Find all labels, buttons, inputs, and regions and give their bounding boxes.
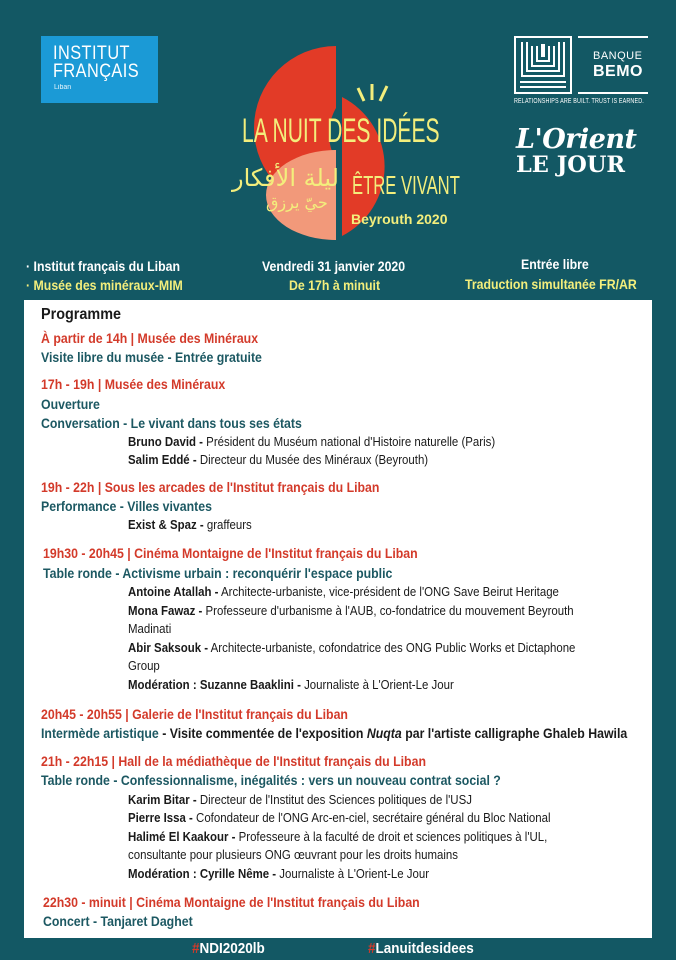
speaker-row [128, 451, 428, 469]
programme-panel [24, 300, 652, 938]
line-text: - Visite commentée de l'exposition [158, 725, 367, 741]
hashtag-ndi2020lb [192, 940, 265, 957]
speaker-role: Cofondateur de l'ONG Arc-en-ciel, secrétaire général du Bloc National [192, 810, 551, 825]
speaker-role: Directeur de l'Institut des Sciences politiques de l'USJ [196, 792, 472, 807]
event-city-year: Beyrouth 2020 [351, 211, 448, 227]
venue-2: · Musée des minéraux-MIM [26, 277, 183, 293]
institut-francais-logo [41, 36, 158, 103]
line-label: Intermède artistique [41, 725, 159, 741]
entry-info: Entrée libre [521, 256, 589, 272]
speaker-role: graffeurs [203, 517, 252, 532]
speaker-name: Antoine Atallah - [128, 584, 219, 599]
speaker-name: Halimé El Kaakour - [128, 829, 236, 844]
speaker-row [128, 865, 429, 883]
speaker-row [128, 676, 454, 694]
speaker-row [128, 809, 551, 827]
bemo-line-2: BEMO [593, 63, 643, 80]
speaker-role: Architecte-urbaniste, vice-président de l'ONG Save Beirut Heritage [218, 584, 559, 599]
hashtag-text: NDI2020lb [199, 940, 265, 957]
section-line: Table ronde - Confessionnalisme, inégalités : vers un nouveau contrat social ? [41, 772, 501, 788]
exhibition-name: Nuqta [366, 725, 402, 741]
section-header: 22h30 - minuit | Cinéma Montaigne de l'Institut français du Liban [43, 894, 420, 910]
bemo-line-1: BANQUE [593, 50, 643, 62]
section-header: 19h30 - 20h45 | Cinéma Montaigne de l'Institut français du Liban [43, 545, 418, 561]
lorient-le-jour-logo [516, 124, 637, 178]
logo-line-2: FRANÇAIS [53, 61, 140, 82]
speaker-name: Exist & Spaz - [128, 517, 204, 532]
speaker-name: Bruno David - [128, 434, 204, 449]
bemo-tagline: RELATIONSHIPS ARE BUILT. TRUST IS EARNED. [514, 98, 644, 105]
speaker-role: Journaliste à L'Orient-Le Jour [300, 677, 454, 692]
section-line: Conversation - Le vivant dans tous ses états [41, 415, 302, 431]
bemo-rule-top [578, 36, 648, 38]
speaker-row [128, 828, 547, 846]
section-line: Performance - Villes vivantes [41, 498, 212, 514]
hash-symbol: # [192, 940, 200, 957]
programme-title: Programme [41, 306, 122, 323]
speaker-name: Mona Fawaz - [128, 603, 203, 618]
speaker-name: Pierre Issa - [128, 810, 193, 825]
section-header: 19h - 22h | Sous les arcades de l'Institut français du Liban [41, 479, 380, 495]
banque-bemo-logo [514, 36, 644, 108]
section-line: Concert - Tanjaret Daghet [43, 913, 193, 929]
olj-line-2: LE JOUR [516, 152, 626, 178]
speaker-row [128, 516, 252, 534]
section-line: Ouverture [41, 396, 100, 412]
bemo-maze-icon [514, 36, 572, 94]
logo-line-3: Liban [54, 84, 72, 91]
section-header: À partir de 14h | Musée des Minéraux [41, 330, 259, 346]
speaker-row [128, 791, 472, 809]
hash-symbol: # [368, 940, 376, 957]
speaker-row [128, 433, 495, 451]
event-title-arabic: ليلة الأفكار [232, 164, 339, 192]
event-title: LA NUIT DES IDÉES [242, 112, 440, 150]
speaker-role-continued: Madinati [128, 621, 172, 636]
section-line: Table ronde - Activisme urbain : reconquérir l'espace public [43, 565, 393, 581]
logo-line-1: INSTITUT [53, 43, 130, 64]
speaker-role: Professeure à la faculté de droit et sciences politiques à l'UL, [235, 829, 548, 844]
speaker-role: Journaliste à L'Orient-Le Jour [276, 866, 430, 881]
section-line: Visite libre du musée - Entrée gratuite [41, 349, 262, 365]
speaker-role: Président du Muséum national d'Histoire naturelle (Paris) [203, 434, 496, 449]
speaker-name: Modération : Suzanne Baaklini - [128, 677, 301, 692]
speaker-name: Modération : Cyrille Nême - [128, 866, 277, 881]
bemo-rule-bottom [578, 92, 648, 94]
speaker-name: Salim Eddé - [128, 452, 197, 467]
speaker-role: Directeur du Musée des Minéraux (Beyrouth) [196, 452, 429, 467]
event-hours: De 17h à minuit [289, 277, 381, 293]
section-line [41, 724, 627, 742]
hashtag-text: Lanuitdesidees [375, 940, 474, 957]
event-theme: ÊTRE VIVANT [352, 170, 460, 200]
speaker-role-continued: Group [128, 658, 160, 673]
speaker-row [128, 639, 575, 657]
speaker-role: Architecte-urbaniste, cofondatrice des ONG Public Works et Dictaphone [208, 640, 576, 655]
speaker-name: Karim Bitar - [128, 792, 197, 807]
speaker-row [128, 602, 574, 620]
section-header: 17h - 19h | Musée des Minéraux [41, 376, 226, 392]
section-header: 21h - 22h15 | Hall de la médiathèque de l'Institut français du Liban [41, 753, 426, 769]
section-header: 20h45 - 20h55 | Galerie de l'Institut français du Liban [41, 706, 348, 722]
speaker-role-continued: consultante pour plusieurs ONG œuvrant pour les droits humains [128, 847, 459, 862]
translation-info: Traduction simultanée FR/AR [465, 276, 637, 292]
speaker-name: Abir Saksouk - [128, 640, 209, 655]
olj-line-1: L'Orient [516, 124, 637, 155]
speaker-role: Professeure d'urbanisme à l'AUB, co-fondatrice du mouvement Beyrouth [202, 603, 574, 618]
event-date: Vendredi 31 janvier 2020 [262, 258, 406, 274]
speaker-row [128, 583, 559, 601]
line-text: par l'artiste calligraphe Ghaleb Hawila [401, 725, 628, 741]
event-subtitle-arabic: حيّ يرزق [266, 193, 328, 212]
venue-1: · Institut français du Liban [26, 258, 181, 274]
hashtag-lanuitdesidees [368, 940, 474, 957]
